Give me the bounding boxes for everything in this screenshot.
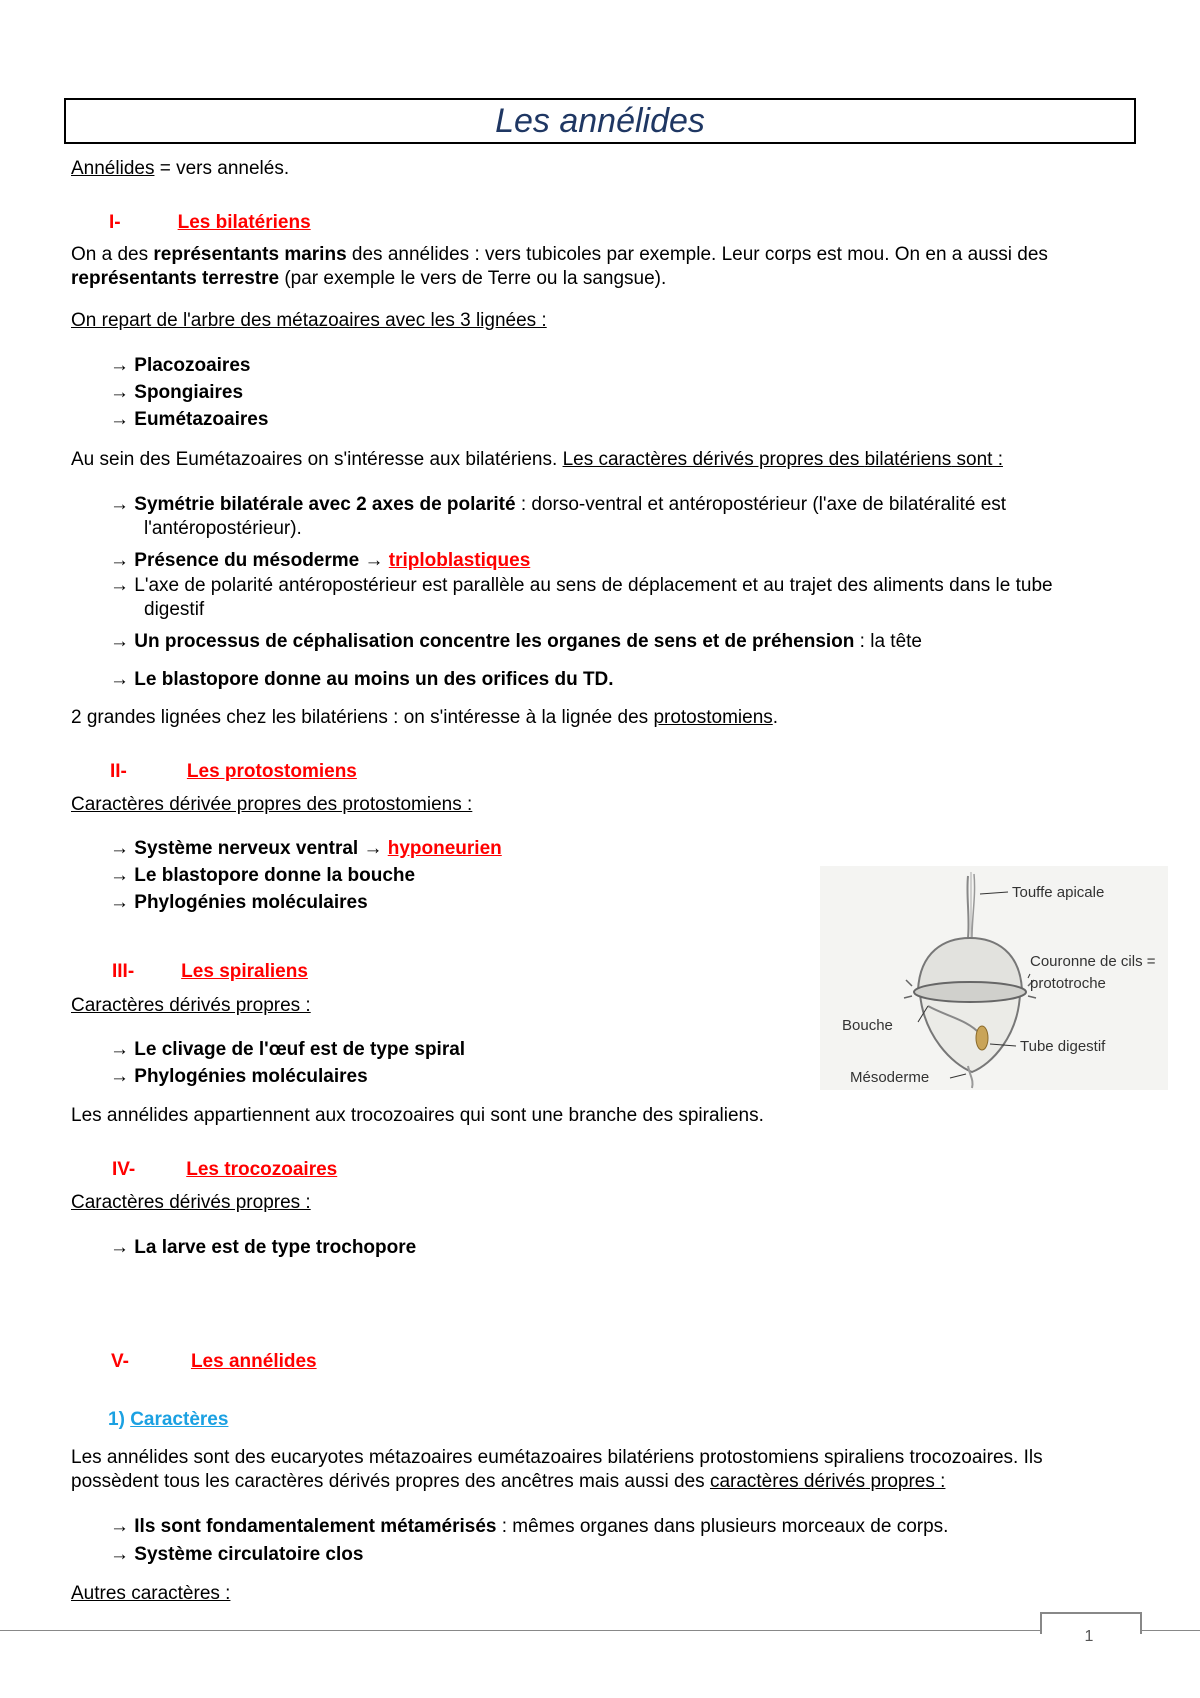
arrow-icon: → — [363, 838, 383, 859]
section-5-heading — [111, 1350, 317, 1374]
s1-b4-bold: Un processus de céphalisation concentre les organes de sens et de préhension — [134, 631, 855, 652]
section-3-heading — [112, 960, 308, 984]
s4-list — [110, 1236, 416, 1260]
s1-p2-underline-3: sont : — [951, 449, 1003, 470]
lineage-spongiaires: Spongiaires — [134, 382, 244, 403]
list-item — [110, 837, 502, 861]
arrow-icon: → — [110, 1039, 129, 1060]
s1-p2-underline-2: bilatériens — [864, 449, 952, 470]
s1-closing-underline: protostomiens — [653, 707, 773, 728]
section-2-heading — [110, 760, 357, 784]
trochophore-larva-figure — [820, 866, 1168, 1090]
s1-bullet-5 — [110, 668, 614, 692]
arrow-icon: → — [110, 550, 129, 571]
s1-b1-bold: Symétrie bilatérale avec 2 axes de polarité — [134, 494, 516, 515]
s5-b1-rest: : mêmes organes dans plusieurs morceaux de corps. — [496, 1516, 949, 1537]
s1-p1-text-d: (par exemple le vers de Terre ou la sangsue). — [279, 268, 667, 289]
s1-closing — [71, 706, 778, 730]
s5-p1-underline-3: propres : — [865, 1471, 946, 1492]
s1-b5-text: Le blastopore donne au moins un des orifices du TD. — [134, 669, 614, 690]
arrow-icon: → — [110, 355, 129, 376]
page-number: 1 — [1084, 1628, 1094, 1645]
lineage-eumetazoaires: Eumétazoaires — [134, 409, 269, 430]
s1-tree-line: On repart de l'arbre des métazoaires avec les 3 lignées : — [71, 310, 547, 331]
s1-b4-rest: : la tête — [854, 631, 923, 652]
label-couronne-1: Couronne de cils = — [1030, 953, 1156, 970]
list-item — [110, 1236, 416, 1260]
s1-b1-rest: : dorso-ventral et antéropostérieur (l'axe de bilatéralité est — [515, 494, 1007, 515]
s3-closing: Les annélides appartiennent aux trocozoaires qui sont une branche des spiraliens. — [71, 1105, 764, 1126]
s3-list — [110, 1038, 465, 1089]
page-title: Les annélides — [64, 98, 1136, 144]
section-2-title: Les protostomiens — [186, 761, 357, 782]
arrow-icon: → — [110, 1066, 129, 1087]
s2-b2: Le blastopore donne la bouche — [134, 865, 416, 886]
intro-line — [71, 157, 289, 181]
s3-b1: Le clivage de l'œuf est de type spiral — [134, 1039, 466, 1060]
s2-b3: Phylogénies moléculaires — [134, 892, 368, 913]
list-item — [110, 864, 502, 888]
s5-p1-line2: possèdent tous les caractères dérivés propres des ancêtres mais aussi des — [71, 1471, 710, 1492]
intro-term: Annélides — [71, 158, 155, 179]
arrow-icon: → — [110, 575, 129, 596]
s5-p1-underline-1: caractères — [709, 1471, 799, 1492]
section-1-heading — [109, 211, 311, 235]
label-mesoderme: Mésoderme — [850, 1069, 930, 1086]
s5-other-characters: Autres caractères : — [71, 1583, 231, 1604]
list-item — [110, 381, 268, 405]
s5-b1-bold: Ils sont fondamentalement métamérisés — [134, 1516, 497, 1537]
s1-bullet-3 — [110, 574, 1140, 622]
s1-p1-bold-terrestre: représentants terrestre — [71, 268, 280, 289]
list-item — [110, 1065, 465, 1089]
s5-p1-line1: Les annélides sont des eucaryotes métazoaires eumétazoaires bilatériens protostomiens spiraliens trocozoaires. Ils — [71, 1447, 1043, 1468]
intro-rest: = vers annelés. — [154, 158, 290, 179]
s1-p2-text: Au sein des Eumétazoaires on s'intéresse aux bilatériens. — [71, 449, 563, 470]
list-item — [110, 1038, 465, 1062]
s2-b1-red-term: hyponeurien — [387, 838, 502, 859]
s2-b1-bold: Système nerveux ventral — [134, 838, 359, 859]
subsection-1-number: 1) — [108, 1409, 125, 1430]
s5-bullet-2 — [110, 1543, 363, 1567]
arrow-icon: → — [110, 409, 129, 430]
section-3-number: III- — [112, 961, 135, 982]
label-touffe-apicale: Touffe apicale — [1012, 884, 1105, 901]
s1-p2-underline-1: Les caractères dérivés propres des — [562, 449, 865, 470]
arrow-icon: → — [110, 1237, 129, 1258]
s1-p1-bold-marins: représentants marins — [153, 244, 347, 265]
s5-bullet-1 — [110, 1515, 948, 1539]
s2-subtitle: Caractères dérivée propres des protostomiens : — [71, 794, 473, 815]
s1-p1-text-c: des annélides : vers tubicoles par exemple. Leur corps est mou. On en a aussi des — [346, 244, 1048, 265]
s1-b2-red-term: triploblastiques — [388, 550, 531, 571]
lineage-placozoaires: Placozoaires — [134, 355, 251, 376]
section-5-number: V- — [111, 1351, 129, 1372]
label-tube-digestif: Tube digestif — [1020, 1038, 1106, 1055]
footer-divider — [0, 1630, 1200, 1631]
label-couronne-2: prototroche — [1030, 975, 1106, 992]
arrow-icon: → — [110, 494, 129, 515]
s1-lineage-list — [110, 354, 268, 432]
s1-bullet-1 — [110, 493, 1140, 541]
section-3-title: Les spiraliens — [181, 961, 308, 982]
s1-b2-bold: Présence du mésoderme — [134, 550, 360, 571]
s1-paragraph-2 — [71, 448, 1003, 472]
arrow-icon: → — [110, 865, 129, 886]
arrow-icon: → — [110, 838, 129, 859]
s1-closing-text: 2 grandes lignées chez les bilatériens : on s'intéresse à la lignée des — [71, 707, 654, 728]
section-2-number: II- — [110, 761, 127, 782]
s1-b1-line2: l'antéropostérieur). — [144, 518, 302, 539]
s5-p1-underline-2: dérivés — [798, 1471, 866, 1492]
s5-paragraph-1 — [71, 1446, 1141, 1494]
section-4-number: IV- — [112, 1159, 136, 1180]
arrow-icon: → — [110, 382, 129, 403]
s1-p1-text-a: On a des — [71, 244, 154, 265]
section-1-title: Les bilatériens — [177, 212, 311, 233]
subsection-1-title: Caractères — [130, 1409, 229, 1430]
arrow-icon: → — [364, 550, 384, 571]
arrow-icon: → — [110, 1544, 129, 1565]
section-4-title: Les trocozoaires — [186, 1159, 338, 1180]
list-item — [110, 408, 268, 432]
label-bouche: Bouche — [842, 1017, 893, 1034]
section-1-number: I- — [109, 212, 121, 233]
s1-paragraph-1 — [71, 243, 1131, 291]
arrow-icon: → — [110, 1516, 129, 1537]
subsection-1-heading — [108, 1408, 228, 1432]
s5-b2: Système circulatoire clos — [134, 1544, 364, 1565]
s1-b3-line1: L'axe de polarité antéropostérieur est parallèle au sens de déplacement et au trajet des aliments dans le tube — [134, 575, 1053, 596]
list-item — [110, 891, 502, 915]
arrow-icon: → — [110, 631, 129, 652]
section-4-heading — [112, 1158, 337, 1182]
section-5-title: Les annélides — [190, 1351, 317, 1372]
arrow-icon: → — [110, 669, 129, 690]
list-item — [110, 354, 268, 378]
s2-list — [110, 837, 502, 915]
s1-bullet-4 — [110, 630, 922, 654]
s3-b2: Phylogénies moléculaires — [134, 1066, 368, 1087]
arrow-icon: → — [110, 892, 129, 913]
s1-bullet-2 — [110, 549, 530, 573]
s3-subtitle: Caractères dérivés propres : — [71, 995, 311, 1016]
s4-b1: La larve est de type trochopore — [134, 1237, 417, 1258]
trochophore-diagram — [820, 866, 1168, 1090]
s1-closing-end: . — [772, 707, 779, 728]
s1-b3-line2: digestif — [144, 599, 205, 620]
s4-subtitle: Caractères dérivés propres : — [71, 1192, 311, 1213]
